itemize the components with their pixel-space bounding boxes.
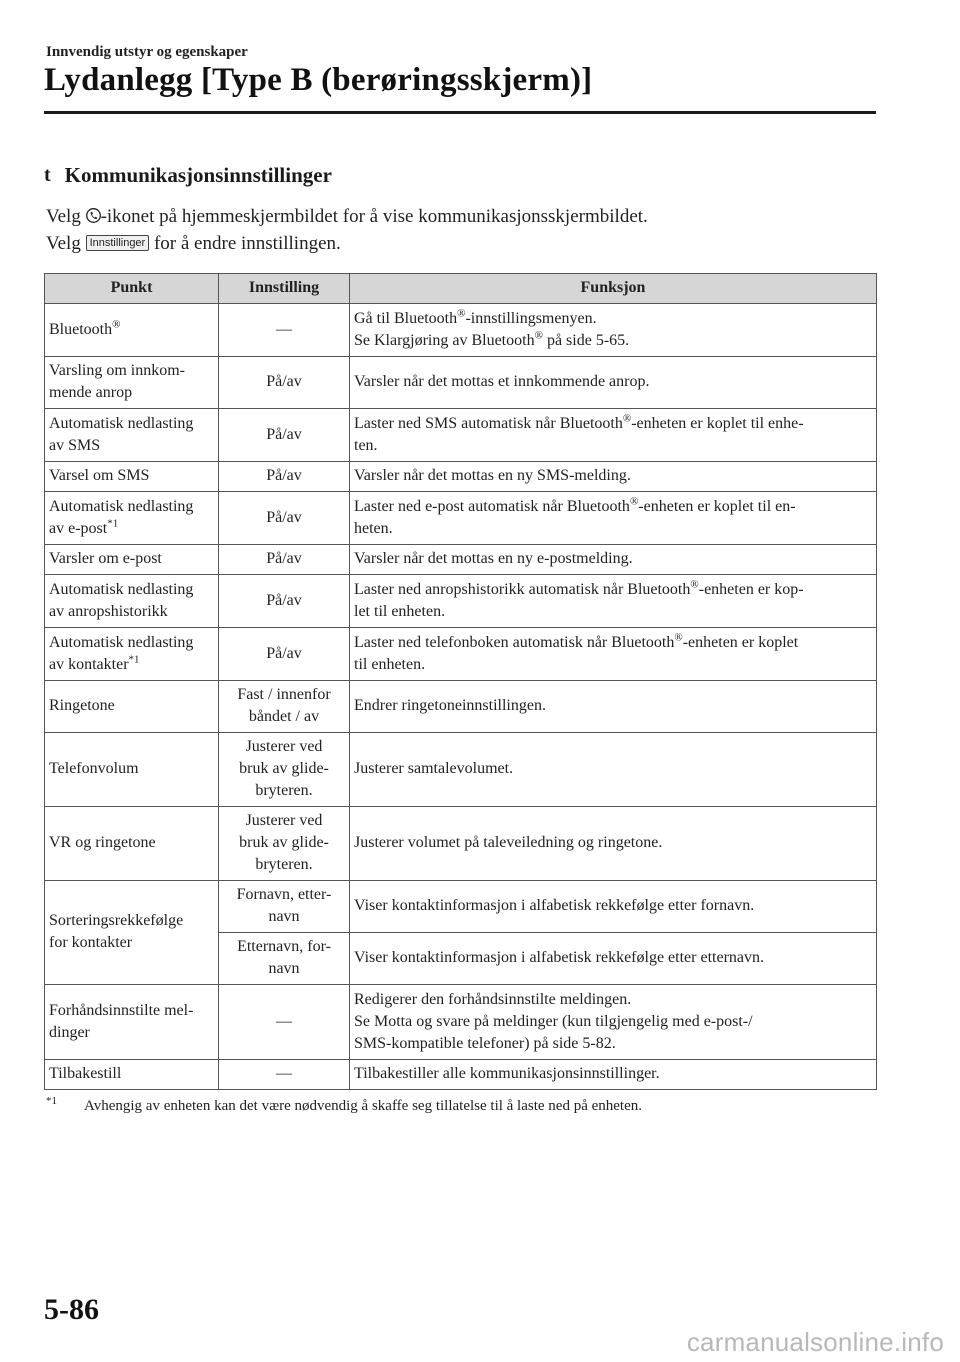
settings-table [44,273,877,1090]
header-item: Punkt [45,274,219,304]
table-row [45,807,877,881]
page-title: Lydanlegg [Type B (berøringsskjerm)] [44,62,593,98]
row-setting: Fast / innenfor båndet / av [219,681,350,733]
header-divider [44,111,876,114]
row-function: Viser kontaktinformasjon i alfabetisk rekkefølge etter etternavn. [350,933,877,985]
row-function: Viser kontaktinformasjon i alfabetisk rekkefølge etter fornavn. [350,881,877,933]
row-setting: Justerer ved bruk av glide- bryteren. [219,807,350,881]
row-setting: På/av [219,357,350,409]
table-row [45,733,877,807]
table-row [45,681,877,733]
settings-button-icon: Innstillinger [86,235,150,251]
row-item: Automatisk nedlasting av kontakter$^{*1}$ [45,628,219,681]
row-setting: På/av [219,409,350,462]
table-row [45,575,877,628]
row-function: Laster ned e-post automatisk når Bluetooth®-enheten er koplet til en- heten. [350,492,877,545]
row-setting: — [219,1060,350,1090]
row-setting: På/av [219,575,350,628]
row-item: Varsel om SMS [45,462,219,492]
row-function: Laster ned anropshistorikk automatisk når Bluetooth®-enheten er kop- let til enheten. [350,575,877,628]
row-setting: — [219,304,350,357]
table-row [45,545,877,575]
intro-line-1: Velg -ikonet på hjemmeskjermbildet for å vise kommunikasjonsskjermbildet. [46,206,648,227]
row-item: Automatisk nedlasting av anropshistorikk [45,575,219,628]
row-setting: På/av [219,462,350,492]
row-setting: På/av [219,628,350,681]
row-function: Varsler når det mottas en ny SMS-melding. [350,462,877,492]
row-function: Tilbakestiller alle kommunikasjonsinnstillinger. [350,1060,877,1090]
row-function: Redigerer den forhåndsinnstilte meldingen. Se Motta og svare på meldinger (kun tilgjengelig med e-post-/ SMS-kompatible telefoner) på side 5-82. [350,985,877,1060]
section-label: Innvendig utstyr og egenskaper [46,44,248,60]
section-bullet-icon: t [44,164,51,186]
row-item: Ringetone [45,681,219,733]
row-item: Bluetooth® [45,304,219,357]
phone-icon [86,207,101,224]
row-setting: På/av [219,545,350,575]
row-item: Automatisk nedlasting av e-post$^{*1}$ [45,492,219,545]
row-setting: — [219,985,350,1060]
table-row [45,357,877,409]
row-function: Justerer volumet på taleveiledning og ringetone. [350,807,877,881]
footnote: $^{*1}$ Avhengig av enheten kan det være nødvendig å skaffe seg tillatelse til å laste ned på enheten. [46,1095,643,1114]
row-setting: Fornavn, etter- navn [219,881,350,933]
table-header-row [45,274,877,304]
section-heading [44,163,332,188]
table-row [45,628,877,681]
row-function: Varsler når det mottas et innkommende anrop. [350,357,877,409]
intro-line-2: Velg Innstillinger for å endre innstillingen. [46,233,341,254]
table-row [45,492,877,545]
row-setting: Etternavn, for- navn [219,933,350,985]
table-row [45,304,877,357]
row-item: Forhåndsinnstilte mel- dinger [45,985,219,1060]
row-function: Gå til Bluetooth®-innstillingsmenyen. Se Klargjøring av Bluetooth® på side 5-65. [350,304,877,357]
row-function: Justerer samtalevolumet. [350,733,877,807]
table-row [45,462,877,492]
row-item: Telefonvolum [45,733,219,807]
row-item: Tilbakestill [45,1060,219,1090]
row-function: Varsler når det mottas en ny e-postmelding. [350,545,877,575]
row-function: Laster ned telefonboken automatisk når Bluetooth®-enheten er koplet til enheten. [350,628,877,681]
row-item: Automatisk nedlasting av SMS [45,409,219,462]
row-item: Varsling om innkom- mende anrop [45,357,219,409]
table-row [45,881,877,933]
header-function: Funksjon [350,274,877,304]
row-setting: På/av [219,492,350,545]
table-row [45,985,877,1060]
section-heading-text: Kommunikasjonsinnstillinger [64,163,332,187]
header-setting: Innstilling [219,274,350,304]
row-function: Endrer ringetoneinnstillingen. [350,681,877,733]
footnote-text: Avhengig av enheten kan det være nødvendig å skaffe seg tillatelse til å laste ned på enheten. [84,1098,643,1114]
row-function: Laster ned SMS automatisk når Bluetooth®-enheten er koplet til enhe- ten. [350,409,877,462]
row-item: Varsler om e-post [45,545,219,575]
table-row [45,409,877,462]
page-number: 5-86 [44,1293,99,1326]
row-item: VR og ringetone [45,807,219,881]
row-setting: Justerer ved bruk av glide- bryteren. [219,733,350,807]
watermark: carmanualsonline.info [686,1327,944,1357]
table-row [45,1060,877,1090]
row-item: Sorteringsrekkefølge for kontakter [45,881,219,985]
